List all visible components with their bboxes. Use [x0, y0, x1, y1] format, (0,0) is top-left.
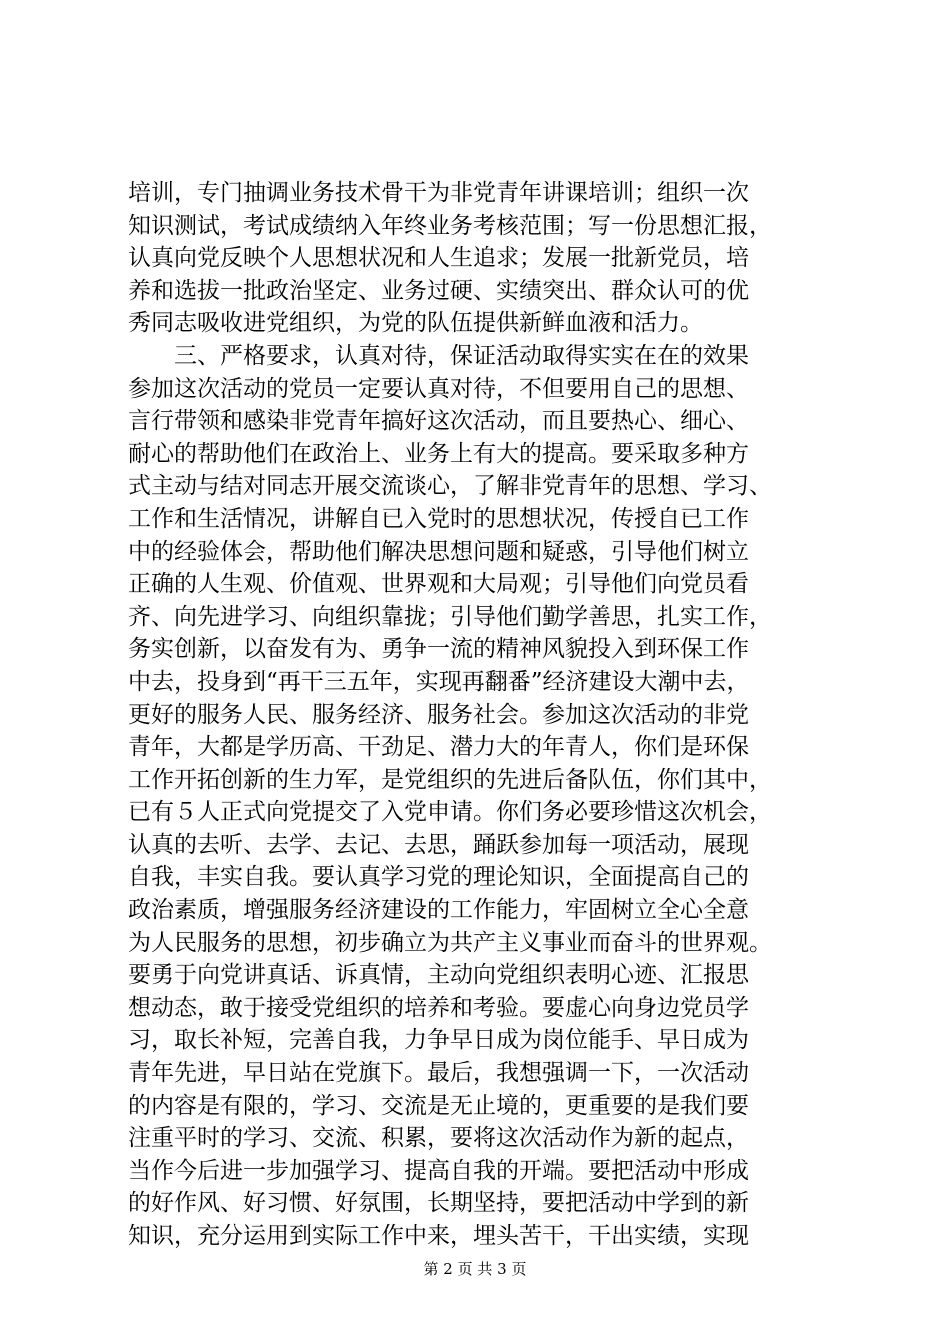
- text-line: 培训，专门抽调业务技术骨干为非党青年讲课培训；组织一次: [128, 180, 749, 206]
- text-line: 已有５人正式向党提交了入党申请。你们务必要珍惜这次机会，: [128, 799, 772, 826]
- text-line: 参加这次活动的党员一定要认真对待，不但要用自己的思想、: [128, 375, 749, 402]
- text-line: 认真的去听、去学、去记、去思，踊跃参加每一项活动，展现: [128, 831, 749, 858]
- text-line: 工作和生活情况，讲解自已入党时的思想状况，传授自已工作: [128, 505, 749, 532]
- page-number-footer: 第 2 页 共 3 页: [423, 1260, 527, 1278]
- text-line: 习，取长补短，完善自我，力争早日成为岗位能手、早日成为: [128, 1027, 749, 1054]
- text-line: 自我，丰实自我。要认真学习党的理论知识，全面提高自己的: [128, 864, 749, 891]
- text-line: 的内容是有限的，学习、交流是无止境的，更重要的是我们要: [128, 1092, 749, 1119]
- text-line: 耐心的帮助他们在政治上、业务上有大的提高。要采取多种方: [128, 440, 749, 467]
- text-line: 想动态，敢于接受党组织的培养和考验。要虚心向身边党员学: [128, 994, 749, 1021]
- section-heading: 三、严格要求，认真对待，保证活动取得实实在在的效果: [174, 342, 749, 369]
- text-line: 中去，投身到“再干三五年，实现再翻番”经济建设大潮中去，: [128, 668, 750, 695]
- text-line: 中的经验体会，帮助他们解决思想问题和疑惑，引导他们树立: [128, 538, 749, 565]
- text-line: 青年，大都是学历高、干劲足、潜力大的年青人，你们是环保: [128, 734, 749, 761]
- text-line: 言行带领和感染非党青年搞好这次活动，而且要热心、细心、: [128, 408, 749, 435]
- text-line: 政治素质，增强服务经济建设的工作能力，牢固树立全心全意: [128, 897, 749, 924]
- text-line: 齐、向先进学习、向组织靠拢；引导他们勤学善思，扎实工作，: [128, 603, 772, 630]
- text-line: 要勇于向党讲真话、诉真情，主动向党组织表明心迹、汇报思: [128, 962, 749, 989]
- text-line: 认真向党反映个人思想状况和人生追求；发展一批新党员，培: [128, 245, 749, 272]
- text-line: 更好的服务人民、服务经济、服务社会。参加这次活动的非党: [128, 701, 749, 728]
- text-line: 式主动与结对同志开展交流谈心，了解非党青年的思想、学习、: [128, 473, 772, 500]
- text-line: 注重平时的学习、交流、积累，要将这次活动作为新的起点，: [128, 1125, 749, 1152]
- text-line: 知识测试，考试成绩纳入年终业务考核范围；写一份思想汇报，: [128, 212, 772, 239]
- text-line: 工作开拓创新的生力军，是党组织的先进后备队伍，你们其中，: [128, 766, 772, 793]
- text-line: 养和选拔一批政治坚定、业务过硬、实绩突出、群众认可的优: [128, 277, 749, 304]
- document-body: [128, 177, 828, 1253]
- text-line: 务实创新，以奋发有为、勇争一流的精神风貌投入到环保工作: [128, 636, 749, 663]
- text-line: 为人民服务的思想，初步确立为共产主义事业而奋斗的世界观。: [128, 929, 772, 956]
- text-line: 当作今后进一步加强学习、提高自我的开端。要把活动中形成: [128, 1157, 749, 1184]
- text-line: 青年先进，早日站在党旗下。最后，我想强调一下，一次活动: [128, 1060, 749, 1087]
- text-line: 的好作风、好习惯、好氛围，长期坚持，要把活动中学到的新: [128, 1190, 749, 1217]
- text-line: 正确的人生观、价值观、世界观和大局观；引导他们向党员看: [128, 571, 749, 598]
- text-line: 知识，充分运用到实际工作中来，埋头苦干，干出实绩，实现: [128, 1223, 749, 1249]
- text-line: 秀同志吸收进党组织，为党的队伍提供新鲜血液和活力。: [128, 310, 703, 337]
